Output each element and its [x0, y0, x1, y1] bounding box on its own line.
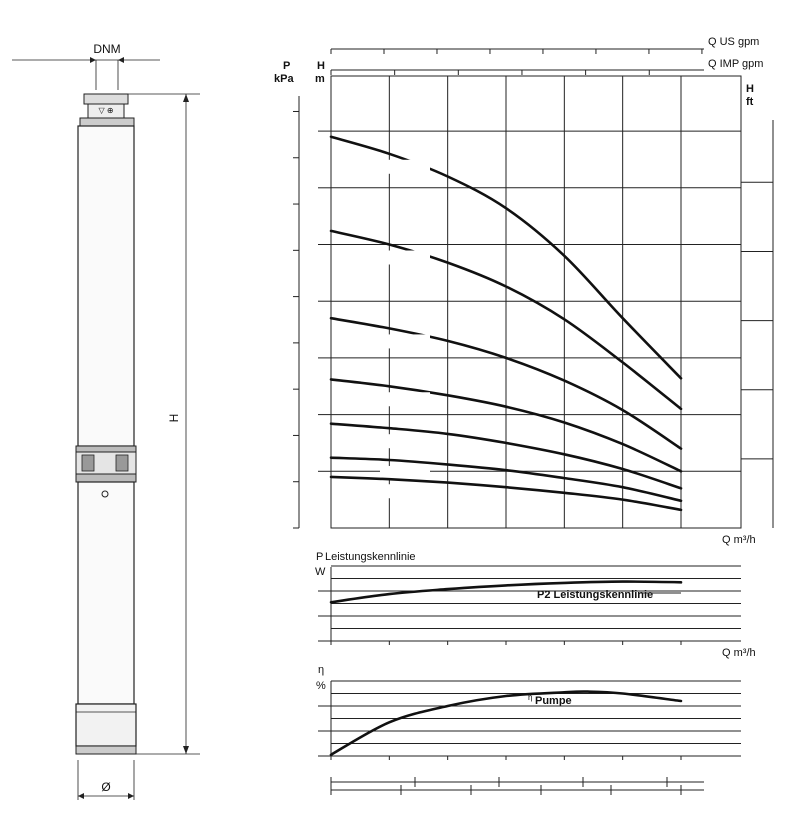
pump-drawing	[12, 42, 200, 800]
ft-axis-unit: ft	[746, 96, 754, 108]
h-ft-axis-label: H	[746, 83, 754, 95]
power-curve-label: P2 Leistungskennlinie	[537, 589, 654, 601]
power-title: Leistungskennlinie	[325, 551, 416, 563]
chart-marks	[293, 49, 773, 795]
eta-curve-label: Pumpe	[535, 695, 572, 707]
curve-label-bg	[380, 251, 430, 265]
curve-label-bg	[380, 484, 430, 498]
power-y-unit: W	[315, 566, 326, 578]
eta-y-unit: %	[316, 680, 326, 692]
curve-label-bg	[380, 434, 430, 448]
curve-label-bg	[380, 160, 430, 174]
us-gpm-axis-label: Q US gpm	[708, 36, 760, 48]
head-marking: ▽ ⊕	[98, 106, 114, 115]
dnm-label: DNM	[93, 42, 121, 56]
x-axis-label-head: Q m³/h	[722, 534, 756, 546]
h-axis-label: H	[317, 60, 325, 72]
curve-label-bg	[380, 392, 430, 406]
h-dimension-label: H	[167, 413, 181, 423]
eta-curve-line	[331, 692, 681, 755]
curve-label-bg	[380, 334, 430, 348]
power-y-label: P	[316, 551, 324, 563]
m-axis-unit: m	[315, 73, 325, 85]
imp-gpm-axis-label: Q IMP gpm	[708, 58, 764, 70]
p-axis-label: P	[283, 60, 291, 72]
kpa-axis-unit: kPa	[274, 73, 294, 85]
diameter-label: Ø	[101, 780, 111, 794]
x-axis-label-power: Q m³/h	[722, 647, 756, 659]
eta-y-label: η	[318, 664, 325, 676]
eta-curve-label-prefix: η	[528, 693, 533, 702]
